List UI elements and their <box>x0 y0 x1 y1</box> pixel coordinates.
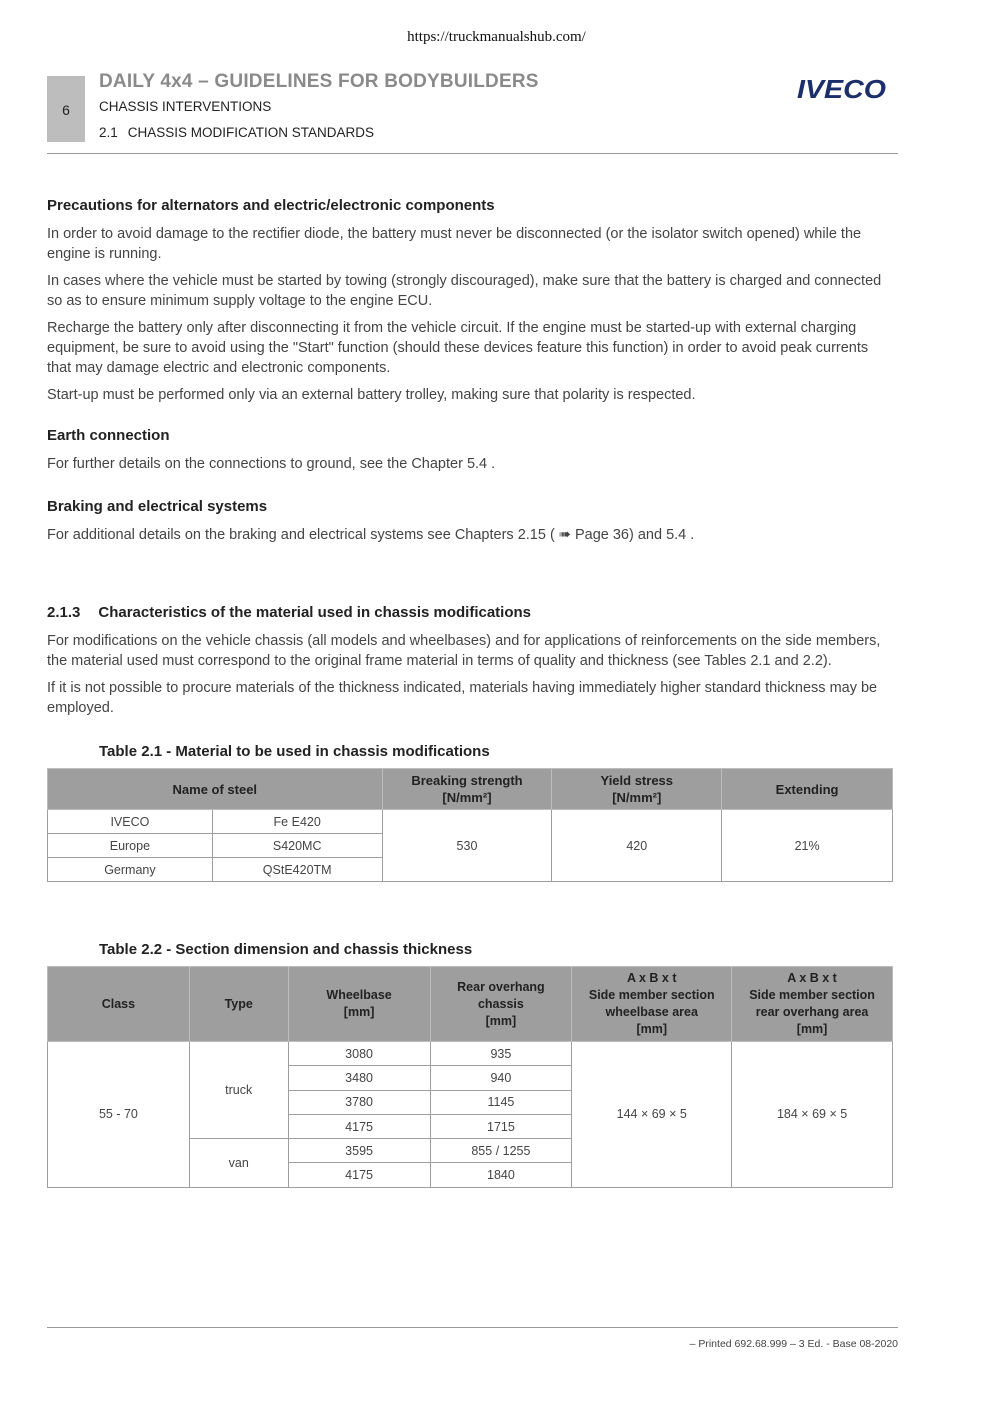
source-url[interactable]: https://truckmanualshub.com/ <box>407 29 586 45</box>
header-wheelbase-section <box>572 967 732 1042</box>
precautions-heading: Precautions for alternators and electric/electronic components <box>47 197 495 214</box>
material-section <box>47 604 893 725</box>
cell-type-van: van <box>189 1139 288 1188</box>
table-2-1-title: Table 2.1 - Material to be used in chassis modifications <box>99 743 490 760</box>
braking-block <box>47 498 893 552</box>
table-header-row <box>48 769 893 810</box>
cell-grade: QStE420TM <box>212 858 382 882</box>
header-line: Breaking strength <box>411 773 523 788</box>
header-type: Type <box>189 967 288 1042</box>
paragraph: In cases where the vehicle must be started by towing (strongly discouraged), make sure that the battery is charged and connected so as to ensure minimum supply voltage to the engine ECU. <box>47 273 882 309</box>
footer-divider <box>47 1327 898 1328</box>
header-class: Class <box>48 967 190 1042</box>
header-unit: [mm] <box>636 1022 668 1036</box>
header-wheelbase <box>288 967 430 1042</box>
header-line: A x B x t <box>787 971 837 985</box>
header-line: wheelbase area <box>605 1005 698 1019</box>
paragraph: In order to avoid damage to the rectifier diode, the battery must never be disconnected (or the isolator switch opened) while the engine is running. <box>47 226 862 262</box>
header-unit: [N/mm²] <box>442 790 492 805</box>
header-line: Side member section <box>588 988 715 1002</box>
cell-wheelbase: 4175 <box>288 1114 430 1138</box>
paragraph: For additional details on the braking and electrical systems see Chapters 2.15 ( ➠ Page 36) and 5.4 . <box>47 527 695 543</box>
cell-wheelbase: 3780 <box>288 1090 430 1114</box>
header-line: Rear overhang <box>457 979 545 994</box>
header-line: Yield stress <box>600 773 674 788</box>
header-line: Side member section <box>749 988 875 1002</box>
chapter-title: CHASSIS INTERVENTIONS <box>99 99 272 114</box>
cell-extending: 21% <box>722 810 893 882</box>
page-number-tab <box>47 76 85 142</box>
header-unit: [mm] <box>485 1013 517 1028</box>
cell-overhang: 855 / 1255 <box>430 1139 572 1163</box>
document-title: DAILY 4x4 – GUIDELINES FOR BODYBUILDERS <box>99 71 539 92</box>
cell-overhang: 940 <box>430 1066 572 1090</box>
cell-grade: S420MC <box>212 834 382 858</box>
cell-overhang: 935 <box>430 1042 572 1066</box>
paragraph: Recharge the battery only after disconnecting it from the vehicle circuit. If the engine must be started-up with external charging equipment, be sure to avoid using the "Start" function (should these devices feature this function) in order to avoid peak currents that may damage electric and electronic components. <box>47 320 869 376</box>
section-213-heading <box>47 604 893 621</box>
cell-overhang: 1145 <box>430 1090 572 1114</box>
page-number: 6 <box>62 102 70 118</box>
header-line: A x B x t <box>626 971 677 985</box>
earth-block <box>47 427 893 481</box>
cell-wheelbase: 3080 <box>288 1042 430 1066</box>
cell-region: Europe <box>48 834 213 858</box>
table-2-2-title: Table 2.2 - Section dimension and chassis thickness <box>99 941 473 958</box>
header-unit: [mm] <box>343 1005 375 1019</box>
header-breaking-strength <box>382 769 552 810</box>
cell-grade: Fe E420 <box>212 810 382 834</box>
cell-wheelbase: 4175 <box>288 1163 430 1187</box>
header-divider <box>47 153 898 154</box>
cell-type-truck: truck <box>189 1042 288 1139</box>
table-2-2 <box>47 966 893 1188</box>
cell-class: 55 - 70 <box>48 1042 190 1188</box>
header-overhang-section <box>732 967 893 1042</box>
section-213-number: 2.1.3 <box>47 604 81 621</box>
table-row <box>48 1042 893 1066</box>
cell-region: IVECO <box>48 810 213 834</box>
cell-yield: 420 <box>552 810 722 882</box>
header-unit: [mm] <box>796 1022 828 1036</box>
section-213-title: Characteristics of the material used in chassis modifications <box>98 604 532 621</box>
header-line: Wheelbase <box>326 988 392 1002</box>
paragraph: Start-up must be performed only via an external battery trolley, making sure that polarity is respected. <box>47 387 696 403</box>
paragraph: For modifications on the vehicle chassis (all models and wheelbases) and for applications of reinforcements on the side members, the material used must correspond to the original frame material in terms of quality and thickness (see Tables 2.1 and 2.2). <box>47 633 881 669</box>
braking-heading: Braking and electrical systems <box>47 498 268 515</box>
cell-wheelbase: 3480 <box>288 1066 430 1090</box>
iveco-logo: IVECO <box>797 74 887 104</box>
precautions-block <box>47 197 893 412</box>
table-header-row <box>48 967 893 1042</box>
cell-region: Germany <box>48 858 213 882</box>
section-title <box>99 125 374 140</box>
cell-overhang: 1715 <box>430 1114 572 1138</box>
header-line: chassis <box>477 996 524 1011</box>
header-unit: [N/mm²] <box>612 790 662 805</box>
paragraph: For further details on the connections to ground, see the Chapter 5.4 . <box>47 456 496 472</box>
header-extending: Extending <box>722 769 893 810</box>
header-name-of-steel: Name of steel <box>48 769 383 810</box>
cell-overhang-section: 184 × 69 × 5 <box>732 1042 893 1188</box>
section-name: CHASSIS MODIFICATION STANDARDS <box>127 125 375 140</box>
table-row <box>48 810 893 834</box>
header-rear-overhang <box>430 967 572 1042</box>
cell-breaking: 530 <box>382 810 552 882</box>
earth-heading: Earth connection <box>47 427 170 444</box>
table-2-1 <box>47 768 893 882</box>
header-yield-stress <box>552 769 722 810</box>
header-line: rear overhang area <box>755 1005 869 1019</box>
paragraph: If it is not possible to procure materials of the thickness indicated, materials having immediately higher standard thickness may be employed. <box>47 680 878 716</box>
print-info: – Printed 692.68.999 – 3 Ed. - Base 08-2020 <box>689 1338 898 1350</box>
cell-overhang: 1840 <box>430 1163 572 1187</box>
section-number: 2.1 <box>99 125 118 140</box>
cell-wheelbase-section: 144 × 69 × 5 <box>572 1042 732 1188</box>
cell-wheelbase: 3595 <box>288 1139 430 1163</box>
